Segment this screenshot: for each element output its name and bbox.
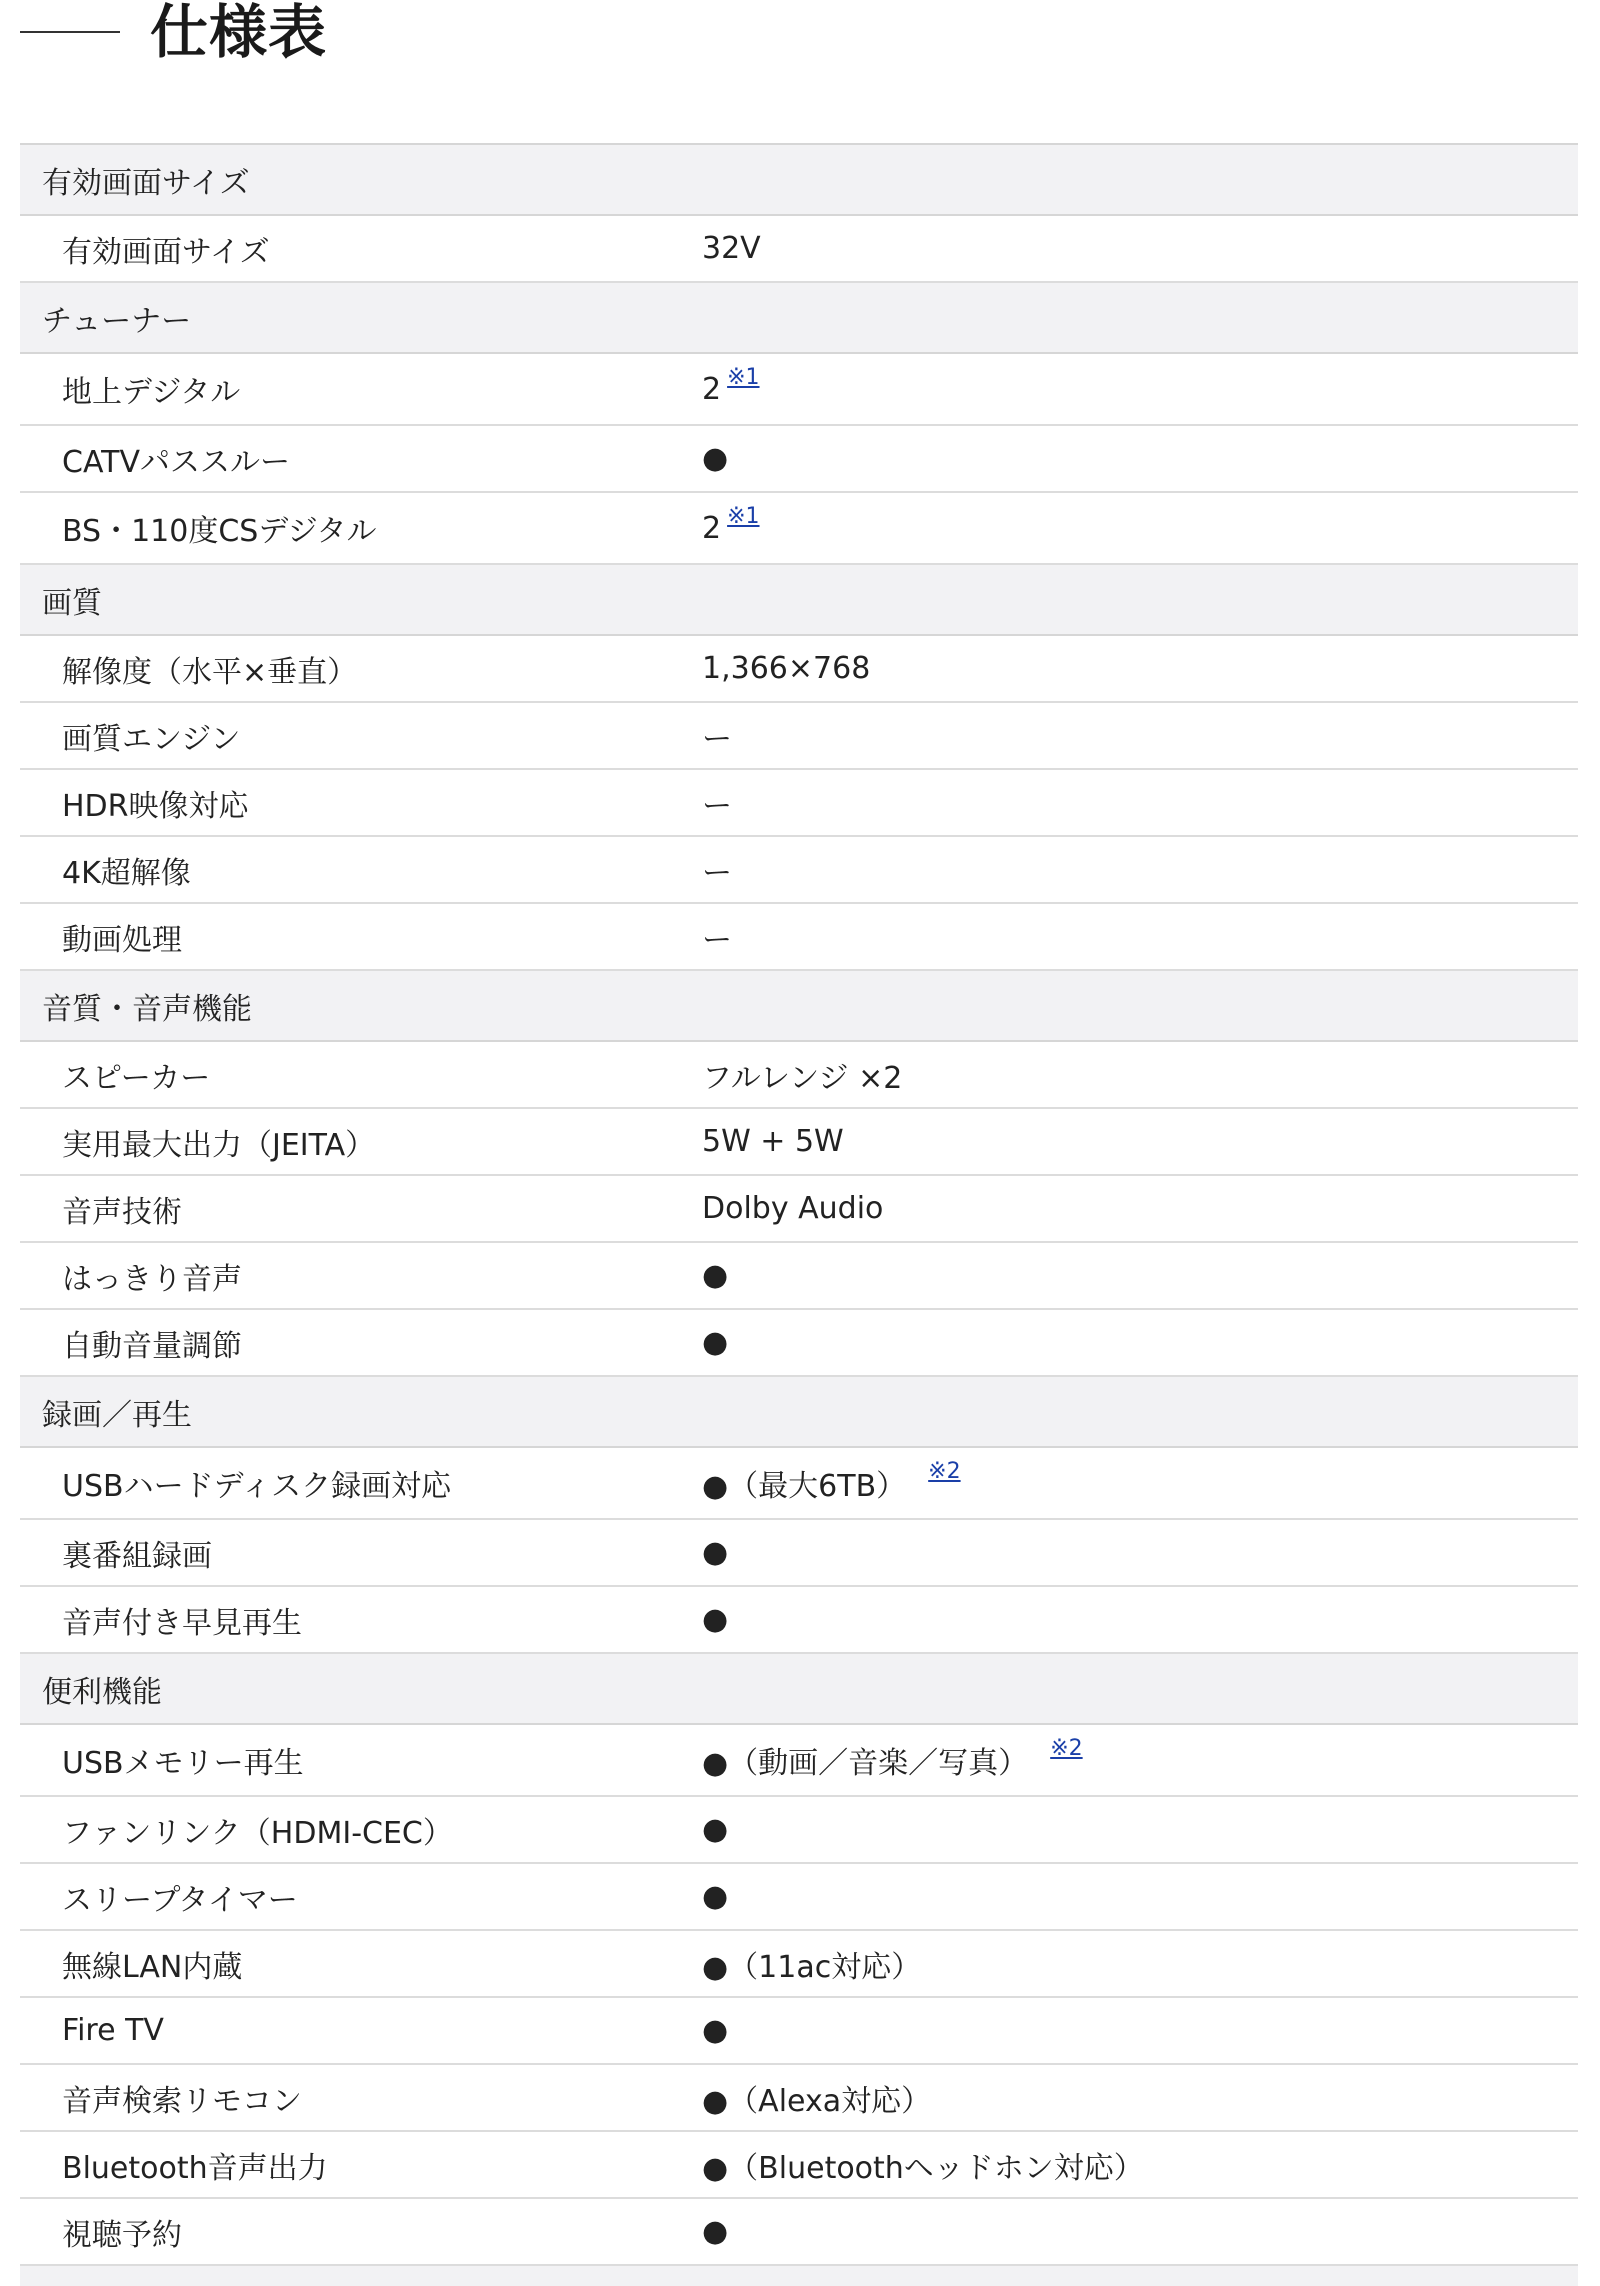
spec-label: USBハードディスク録画対応: [62, 1469, 452, 1504]
spec-value: フルレンジ ×2: [702, 1060, 903, 1096]
spec-value-cell: [682, 848, 732, 892]
spec-value-cell: [682, 2076, 931, 2120]
spec-row: [20, 636, 1578, 703]
spec-label: 地上デジタル: [62, 375, 241, 410]
spec-row: [20, 426, 1578, 493]
spec-value: ●: [702, 1325, 729, 1360]
spec-value: ●（Bluetoothヘッドホン対応）: [702, 2150, 1144, 2186]
spec-row: [20, 2199, 1578, 2266]
spec-value-cell: [682, 1535, 728, 1570]
footnote-link[interactable]: ※1: [727, 503, 760, 529]
spec-value: 5W + 5W: [702, 1124, 844, 1159]
spec-row: [20, 1448, 1578, 1520]
spec-value: ー: [702, 922, 732, 958]
spec-value: ●（Alexa対応）: [702, 2083, 932, 2119]
spec-label: BS・110度CSデジタル: [62, 514, 377, 549]
spec-value: ●（11ac対応）: [702, 1949, 922, 1985]
spec-value-cell: [682, 1124, 844, 1159]
spec-value: 32V: [702, 231, 761, 266]
spec-row: [20, 493, 1578, 565]
spec-row: [20, 1797, 1578, 1864]
spec-value-cell: [682, 1458, 961, 1505]
spec-value: ●（最大6TB）: [702, 1469, 907, 1504]
spec-label: 無線LAN内蔵: [62, 1949, 243, 1985]
spec-row: [20, 837, 1578, 904]
spec-value: ●: [702, 1602, 729, 1637]
page-header: [0, 0, 1600, 143]
spec-row: [20, 1931, 1578, 1998]
spec-label: スピーカー: [62, 1060, 211, 1096]
spec-value-cell: [682, 915, 732, 959]
spec-value: ●: [702, 441, 729, 476]
page-title: 仕様表: [150, 0, 328, 66]
spec-value-cell: [682, 1258, 728, 1293]
spec-row: [20, 1243, 1578, 1310]
spec-row: [20, 1042, 1578, 1109]
spec-label: ファンリンク（HDMI-CEC）: [62, 1815, 453, 1851]
spec-value-cell: [682, 651, 870, 686]
spec-row: [20, 1109, 1578, 1176]
spec-value-cell: [682, 441, 728, 476]
spec-label: HDR映像対応: [62, 788, 249, 824]
spec-label: 解像度（水平×垂直）: [62, 654, 358, 690]
spec-value: ●: [702, 1535, 729, 1570]
spec-value: 1,366×768: [702, 651, 871, 686]
spec-row: [20, 1587, 1578, 1654]
spec-label: 視聴予約: [62, 2217, 182, 2253]
spec-label: CATVパススルー: [62, 444, 290, 480]
spec-label: Fire TV: [62, 2013, 164, 2048]
spec-value-cell: [682, 1325, 728, 1360]
footnote-link[interactable]: ※2: [1050, 1735, 1083, 1761]
spec-label: 動画処理: [62, 922, 182, 958]
section-header: 便利機能: [20, 1654, 1578, 1725]
spec-value: ●（動画／音楽／写真）: [702, 1746, 1029, 1781]
spec-value-cell: [682, 1735, 1083, 1782]
section-header: 有効画面サイズ: [20, 145, 1578, 216]
spec-value-cell: [682, 2214, 728, 2249]
spec-label: USBメモリー再生: [62, 1746, 304, 1781]
spec-value: ●: [702, 2214, 729, 2249]
spec-row: [20, 354, 1578, 426]
spec-label: 4K超解像: [62, 855, 191, 891]
spec-label: Bluetooth音声出力: [62, 2150, 328, 2186]
spec-label: 音声技術: [62, 1194, 182, 1230]
footnote-link[interactable]: ※1: [727, 364, 760, 390]
spec-row: [20, 2132, 1578, 2199]
spec-label: 有効画面サイズ: [62, 234, 270, 270]
spec-row: [20, 1176, 1578, 1243]
spec-value-cell: [682, 503, 760, 546]
spec-value-cell: [682, 364, 760, 407]
spec-row: [20, 904, 1578, 971]
spec-label: 実用最大出力（JEITA）: [62, 1127, 376, 1163]
spec-label: 自動音量調節: [62, 1328, 242, 1364]
spec-label: 音声検索リモコン: [62, 2083, 302, 2119]
spec-value-cell: [682, 1812, 728, 1847]
spec-value-cell: [682, 2013, 728, 2048]
spec-row: [20, 1310, 1578, 1377]
spec-value: ●: [702, 1879, 729, 1914]
section-header: 録画／再生: [20, 1377, 1578, 1448]
spec-label: 音声付き早見再生: [62, 1605, 302, 1641]
spec-label: はっきり音声: [62, 1261, 242, 1297]
spec-value: 2: [702, 510, 722, 546]
spec-value: ー: [702, 788, 732, 824]
spec-label: 画質エンジン: [62, 721, 241, 757]
spec-row: [20, 703, 1578, 770]
spec-label: スリープタイマー: [62, 1882, 298, 1918]
spec-value: ー: [702, 721, 732, 757]
spec-value-cell: [682, 1602, 728, 1637]
spec-value-cell: [682, 1053, 902, 1097]
spec-row: [20, 2065, 1578, 2132]
spec-value: ●: [702, 1258, 729, 1293]
next-section-edge: [20, 2266, 1578, 2286]
spec-value-cell: [682, 231, 761, 266]
section-header: チューナー: [20, 283, 1578, 354]
spec-table: [20, 143, 1578, 2286]
title-rule: [20, 31, 120, 33]
spec-value-cell: [682, 2143, 1144, 2187]
footnote-link[interactable]: ※2: [928, 1458, 961, 1484]
section-header: 画質: [20, 565, 1578, 636]
spec-value: ー: [702, 855, 732, 891]
spec-value-cell: [682, 1879, 728, 1914]
spec-value: 2: [702, 371, 722, 407]
section-header: 音質・音声機能: [20, 971, 1578, 1042]
spec-row: [20, 216, 1578, 283]
spec-value-cell: [682, 1942, 921, 1986]
spec-row: [20, 770, 1578, 837]
spec-value-cell: [682, 714, 732, 758]
spec-value-cell: [682, 781, 732, 825]
spec-row: [20, 1864, 1578, 1931]
spec-value: Dolby Audio: [702, 1191, 884, 1226]
spec-row: [20, 1998, 1578, 2065]
spec-row: [20, 1725, 1578, 1797]
spec-value: ●: [702, 1812, 729, 1847]
spec-value-cell: [682, 1191, 883, 1226]
spec-label: 裏番組録画: [62, 1538, 212, 1574]
spec-row: [20, 1520, 1578, 1587]
spec-value: ●: [702, 2013, 729, 2048]
